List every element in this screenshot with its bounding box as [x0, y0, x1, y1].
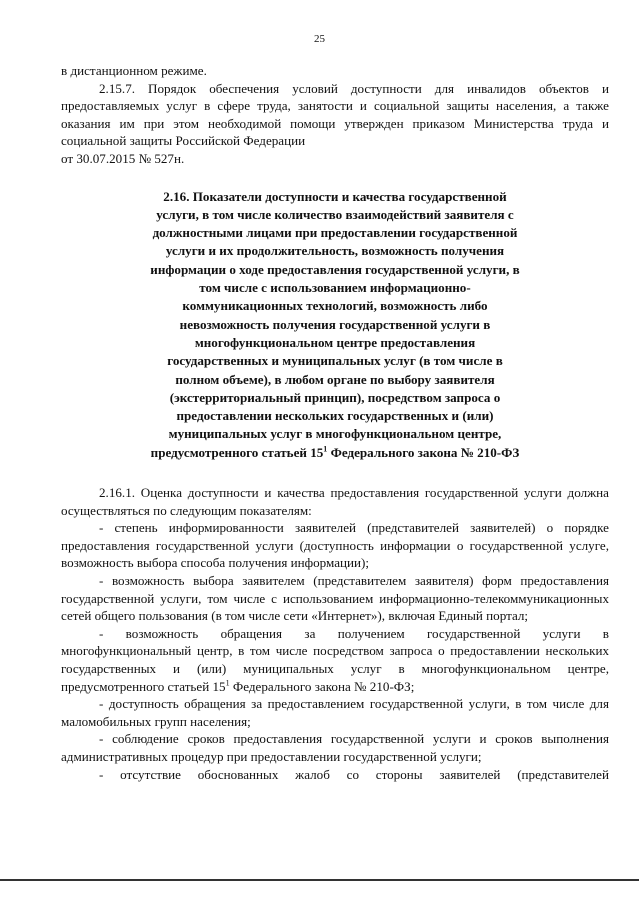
- list-item-form-choice: - возможность выбора заявителем (представителем заявителя) форм предоставления государственной услуги, том числе с использованием информационно-телекоммуникационных сетей общего пользования (в том числе сети «Интернет»), включая Единый портал;: [61, 572, 609, 624]
- paragraph-2-15-7-end: от 30.07.2015 № 527н.: [61, 150, 185, 166]
- section-heading-2-16: [61, 188, 609, 462]
- list-item-complaints: - отсутствие обоснованных жалоб со стороны заявителей (представителей: [99, 766, 609, 782]
- heading-superscript: 1: [323, 444, 328, 454]
- list-item-informedness: - степень информированности заявителей (представителей заявителей) о порядке предоставления государственной услуги (доступность информации о государственной услуге, возможность выбора способа получения информации);: [61, 520, 609, 571]
- list-item-accessibility: - доступность обращения за предоставлением государственной услуги, в том числе для маломобильных групп населения;: [61, 696, 609, 729]
- bottom-rule: [0, 879, 639, 881]
- list-item-deadlines: - соблюдение сроков предоставления государственной услуги и сроков выполнения административных процедур при предоставлении государственной услуги;: [61, 731, 609, 764]
- paragraph-continuation: в дистанционном режиме.: [61, 63, 207, 78]
- list-item-mfc-text-end: Федерального закона № 210-ФЗ;: [229, 678, 415, 694]
- paragraph-2-16-1: 2.16.1. Оценка доступности и качества предоставления государственной услуги должна осуществляться по следующим показателям:: [61, 485, 609, 518]
- heading-text-end: Федерального закона № 210-ФЗ: [327, 444, 520, 460]
- paragraph-2-15-7-text: 2.15.7. Порядок обеспечения условий доступности для инвалидов объектов и предоставляемых услуг в сфере труда, занятости и социальной защиты населения, а также оказания им при этом необходимой помощи утвержден приказом Министерства труда и социальной защиты Российской Федерации: [61, 80, 609, 149]
- page-number: 25: [314, 33, 325, 45]
- list-item-mfc-superscript: 1: [225, 678, 230, 688]
- document-body: [61, 62, 609, 783]
- list-item-mfc-access: [61, 625, 609, 695]
- heading-text: 2.16. Показатели доступности и качества государственной услуги, в том числе количество взаимодействий заявителя с должностными лицами при предоставлении государственной услуги и их продолжительность, возможность получения информации о ходе предоставления государственной услуги, в том числе с использованием информационно-коммуникационных технологий, возможность либо невозможность получения государственной услуги в многофункциональном центре предоставления государственных и муниципальных услуг (в том числе в полном объеме), в любом органе по выбору заявителя (экстерриториальный принцип), посредством запроса о предоставлении нескольких государственных и (или) муниципальных услуг в многофункциональном центре, предусмотренного статьей 15: [150, 188, 520, 460]
- paragraph-2-15-7: [61, 80, 609, 150]
- list-item-mfc-text: - возможность обращения за получением государственной услуги в многофункциональный центр, в том числе посредством запроса о предоставлении нескольких государственных и (или) муниципальных услуг в многофункциональном центре, предусмотренного статьей 15: [61, 625, 609, 694]
